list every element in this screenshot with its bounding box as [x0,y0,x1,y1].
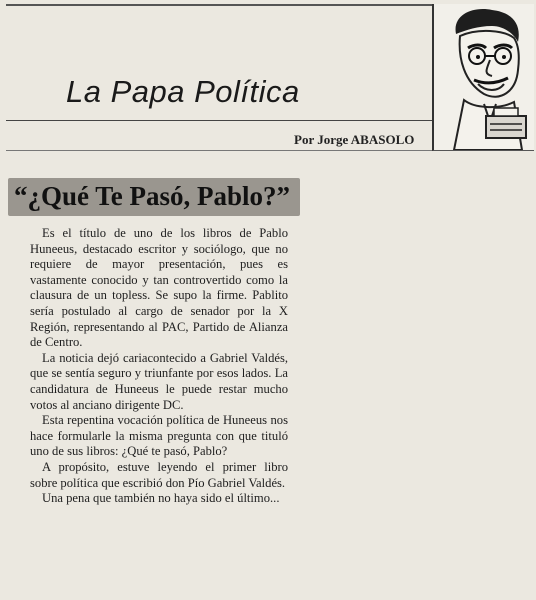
byline-rule [6,150,432,151]
header-top-rule [6,4,432,6]
article-paragraph: La noticia dejó cariacontecido a Gabriel Valdés, que se sentía seguro y triunfante por esos lados. La candidatura de Huneeus le puede restar mucho votos al anciano dirigente DC. [30,350,288,412]
caricature-portrait-icon [432,4,534,151]
article-headline: “¿Qué Te Pasó, Pablo?” [14,181,291,211]
header-bottom-rule [6,120,432,121]
byline: Por Jorge ABASOLO [294,132,415,147]
article-paragraph: Es el título de uno de los libros de Pablo Huneeus, destacado escritor y sociólogo, que no requiere de mayor presentación, pues es vastamente conocido y tan controvertido como la clausura de un topless. Se supo la firme. Pablito sería postulado al cargo de senador por la X Región, representando al PAC, Partido de Alianza de Centro. [30,226,288,350]
article-paragraph: Una pena que también no haya sido el último... [42,491,280,506]
article-paragraph: A propósito, estuve leyendo el primer libro sobre política que escribió don Pío Gabriel Valdés. [30,459,288,490]
column-title: La Papa Política [66,74,300,109]
article-paragraph: Esta repentina vocación política de Huneeus nos hace formularle la misma pregunta con que tituló uno de sus libros: ¿Qué te pasó, Pablo? [30,413,288,459]
article-body [30,226,288,507]
